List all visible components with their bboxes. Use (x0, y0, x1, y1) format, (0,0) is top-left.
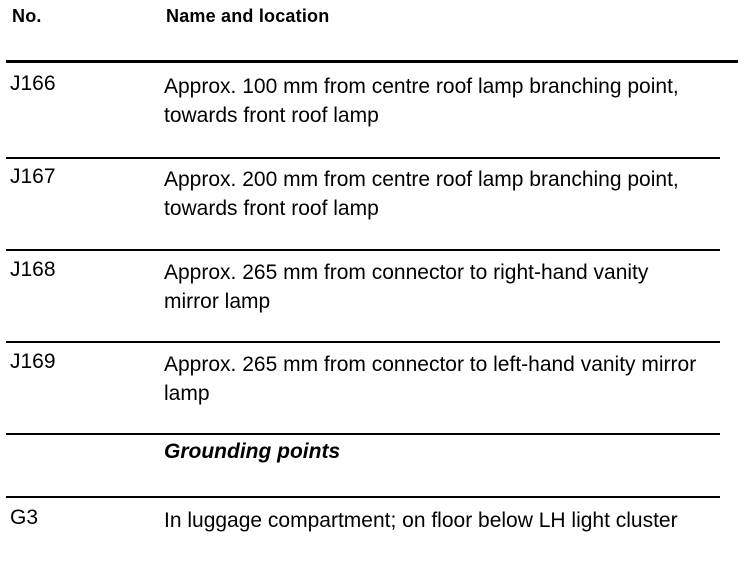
table-row-j169-no: J169 (10, 350, 56, 373)
table-row-j166-desc (164, 72, 704, 130)
section-title-grounding-points: Grounding points (164, 440, 341, 463)
row-divider (6, 433, 720, 435)
table-row-j166-no: J166 (10, 72, 56, 95)
header-rule (6, 60, 738, 63)
table-row-g3-no: G3 (10, 506, 39, 529)
row-divider (6, 496, 720, 498)
table-row-j167-desc (164, 165, 704, 223)
table-row-j169-desc-text: Approx. 265 mm from connector to left-hand vanity mirror lamp (164, 353, 697, 405)
row-divider (6, 341, 720, 343)
table-row-j169-desc (164, 350, 704, 408)
row-divider (6, 249, 720, 251)
row-divider (6, 157, 720, 159)
table-row-j167-desc-text: Approx. 200 mm from centre roof lamp branching point, towards front roof lamp (164, 168, 679, 220)
table-row-j167-no: J167 (10, 165, 56, 188)
table-header-name: Name and location (166, 6, 330, 26)
table-row-g3-desc (164, 506, 704, 535)
table-row-j168-no: J168 (10, 258, 56, 281)
table-header-no: No. (12, 6, 42, 26)
table-row-j168-desc-text: Approx. 265 mm from connector to right-hand vanity mirror lamp (164, 261, 649, 313)
table-row-g3-desc-text: In luggage compartment; on floor below LH light cluster (164, 509, 678, 532)
table-row-j166-desc-text: Approx. 100 mm from centre roof lamp branching point, towards front roof lamp (164, 75, 679, 127)
table-row-j168-desc (164, 258, 704, 316)
